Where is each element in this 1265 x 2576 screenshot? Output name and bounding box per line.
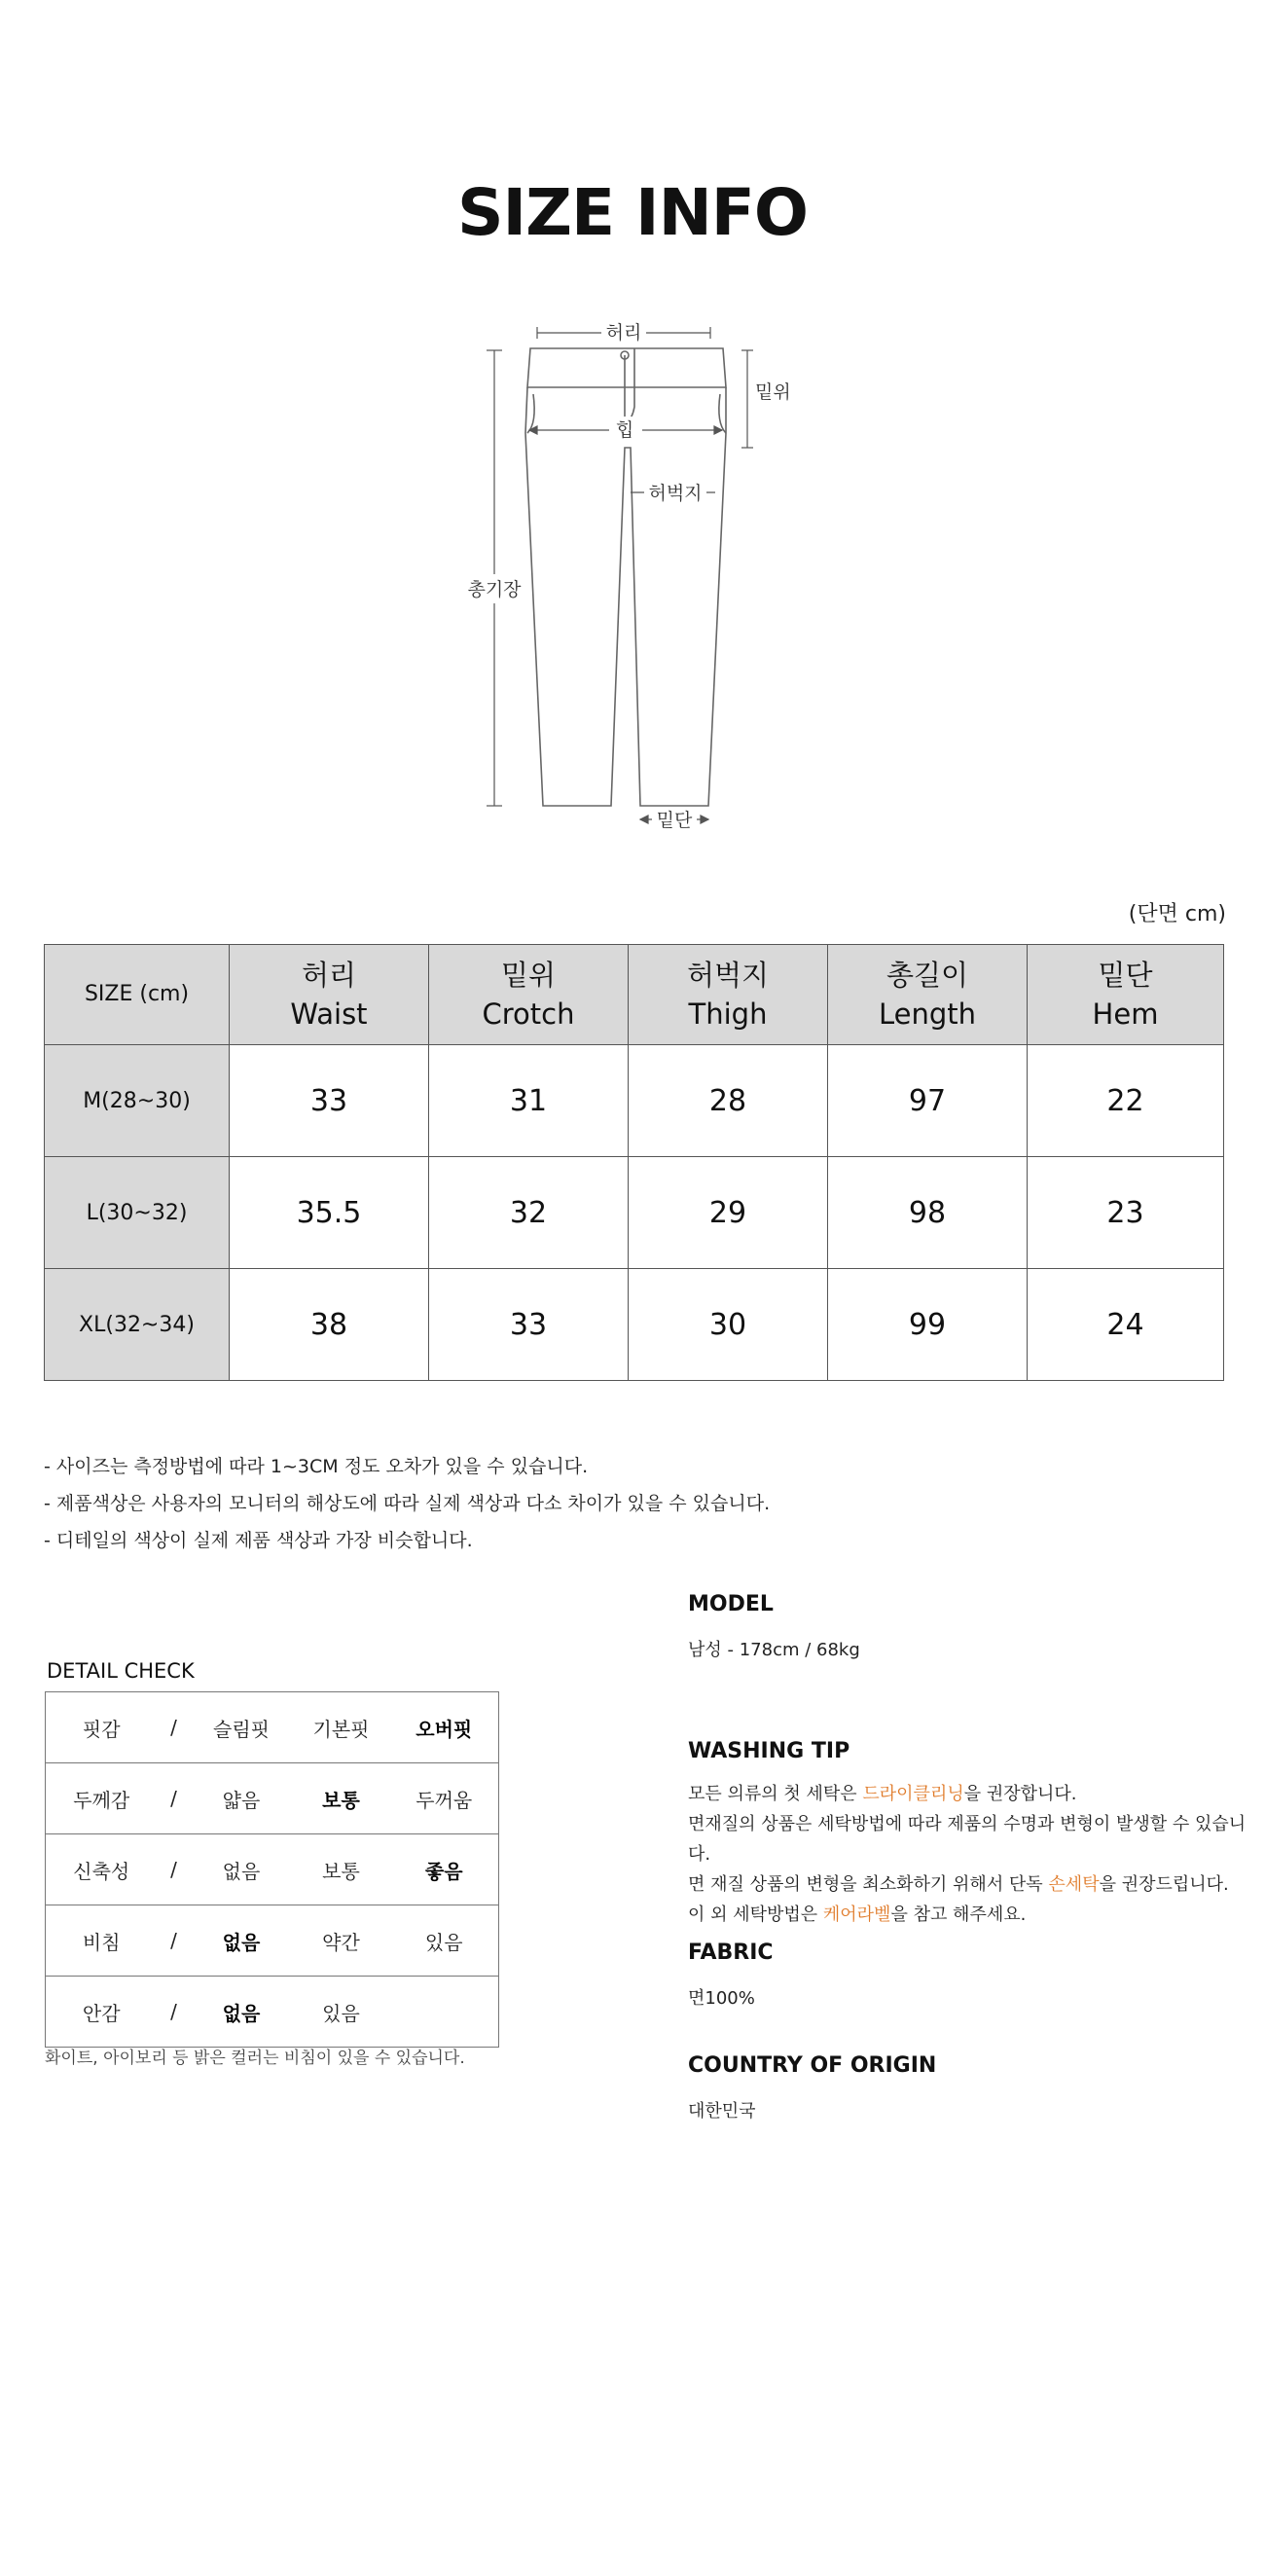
detail-option: 두꺼움 [390,1763,499,1834]
size-notes [44,1448,770,1559]
cell-hem: 23 [1028,1157,1224,1269]
cell-waist: 38 [230,1269,429,1381]
diagram-label-length: 총기장 [467,579,522,600]
detail-row-sheerness [46,1905,499,1977]
detail-option-selected: 없음 [191,1977,293,2048]
diagram-label-rise: 밑위 [755,381,791,403]
detail-row-lining [46,1977,499,2048]
detail-separator: / [158,1834,191,1905]
size-table [44,944,1224,1381]
cell-thigh: 28 [629,1045,828,1157]
fabric-text: 면100% [688,1988,755,2009]
header-size: SIZE (cm) [45,945,230,1045]
model-text: 남성 - 178cm / 68kg [688,1640,860,1660]
diagram-label-waist: 허리 [605,322,642,344]
washing-line: 면 재질 상품의 변형을 최소화하기 위해서 단독 손세탁을 권장드립니다. [688,1874,1229,1895]
header-thigh: 허벅지 Thigh [629,945,828,1045]
cell-hem: 24 [1028,1269,1224,1381]
detail-option-selected: 없음 [191,1905,293,1977]
detail-option-selected: 오버핏 [390,1692,499,1763]
washing-title: WASHING TIP [688,1739,850,1763]
detail-option: 기본핏 [293,1692,390,1763]
table-row [45,1157,1224,1269]
diagram-label-hip: 힙 [615,419,634,441]
detail-separator: / [158,1763,191,1834]
origin-title: COUNTRY OF ORIGIN [688,2053,937,2078]
detail-option: 얇음 [191,1763,293,1834]
detail-option: 있음 [293,1977,390,2048]
cell-waist: 33 [230,1045,429,1157]
detail-option: 슬림핏 [191,1692,293,1763]
table-row [45,1045,1224,1157]
cell-length: 98 [828,1157,1028,1269]
diagram-label-hem: 밑단 [656,810,693,831]
detail-row-fit [46,1692,499,1763]
page-title: SIZE INFO [457,175,808,250]
detail-label: 신축성 [46,1834,158,1905]
origin-text: 대한민국 [688,2101,756,2122]
detail-separator: / [158,1905,191,1977]
detail-option-selected: 좋음 [390,1834,499,1905]
detail-label: 두께감 [46,1763,158,1834]
header-length: 총길이 Length [828,945,1028,1045]
model-title: MODEL [688,1592,774,1616]
pants-waistband [527,348,726,387]
cell-waist: 35.5 [230,1157,429,1269]
detail-label: 비침 [46,1905,158,1977]
cell-crotch: 31 [429,1045,629,1157]
cell-crotch: 33 [429,1269,629,1381]
washing-text [688,1779,1265,1930]
header-waist: 허리 Waist [230,945,429,1045]
pants-size-diagram [418,311,847,856]
header-crotch: 밑위 Crotch [429,945,629,1045]
cell-length: 97 [828,1045,1028,1157]
detail-check-table [45,1691,499,2048]
detail-check-note: 화이트, 아이보리 등 밝은 컬러는 비침이 있을 수 있습니다. [45,2049,465,2068]
detail-row-thickness [46,1763,499,1834]
note-line: - 제품색상은 사용자의 모니터의 해상도에 따라 실제 색상과 다소 차이가 있을 수 있습니다. [44,1493,771,1514]
size-label: L(30~32) [45,1157,230,1269]
size-table-header-row [45,945,1224,1045]
detail-option-selected: 보통 [293,1763,390,1834]
diagram-label-thigh: 허벅지 [648,483,703,504]
detail-option: 보통 [293,1834,390,1905]
cell-crotch: 32 [429,1157,629,1269]
cell-hem: 22 [1028,1045,1224,1157]
cell-thigh: 30 [629,1269,828,1381]
note-line: - 사이즈는 측정방법에 따라 1~3CM 정도 오차가 있을 수 있습니다. [44,1456,589,1477]
detail-option [390,1977,499,2048]
header-hem: 밑단 Hem [1028,945,1224,1045]
cell-length: 99 [828,1269,1028,1381]
detail-check-title: DETAIL CHECK [47,1659,195,1683]
detail-option: 있음 [390,1905,499,1977]
unit-note: (단면 cm) [1128,902,1226,926]
washing-line: 면재질의 상품은 세탁방법에 따라 제품의 수명과 변형이 발생할 수 있습니다. [688,1814,1247,1865]
detail-option: 없음 [191,1834,293,1905]
pants-outline [525,387,726,806]
size-label: XL(32~34) [45,1269,230,1381]
washing-line: 이 외 세탁방법은 케어라벨을 참고 해주세요. [688,1905,1027,1925]
detail-row-stretch [46,1834,499,1905]
cell-thigh: 29 [629,1157,828,1269]
washing-line: 모든 의류의 첫 세탁은 드라이클리닝을 권장합니다. [688,1784,1077,1804]
table-row [45,1269,1224,1381]
note-line: - 디테일의 색상이 실제 제품 색상과 가장 비슷합니다. [44,1530,473,1551]
size-label: M(28~30) [45,1045,230,1157]
detail-option: 약간 [293,1905,390,1977]
detail-separator: / [158,1977,191,2048]
detail-label: 핏감 [46,1692,158,1763]
detail-separator: / [158,1692,191,1763]
fabric-title: FABRIC [688,1941,774,1965]
detail-label: 안감 [46,1977,158,2048]
